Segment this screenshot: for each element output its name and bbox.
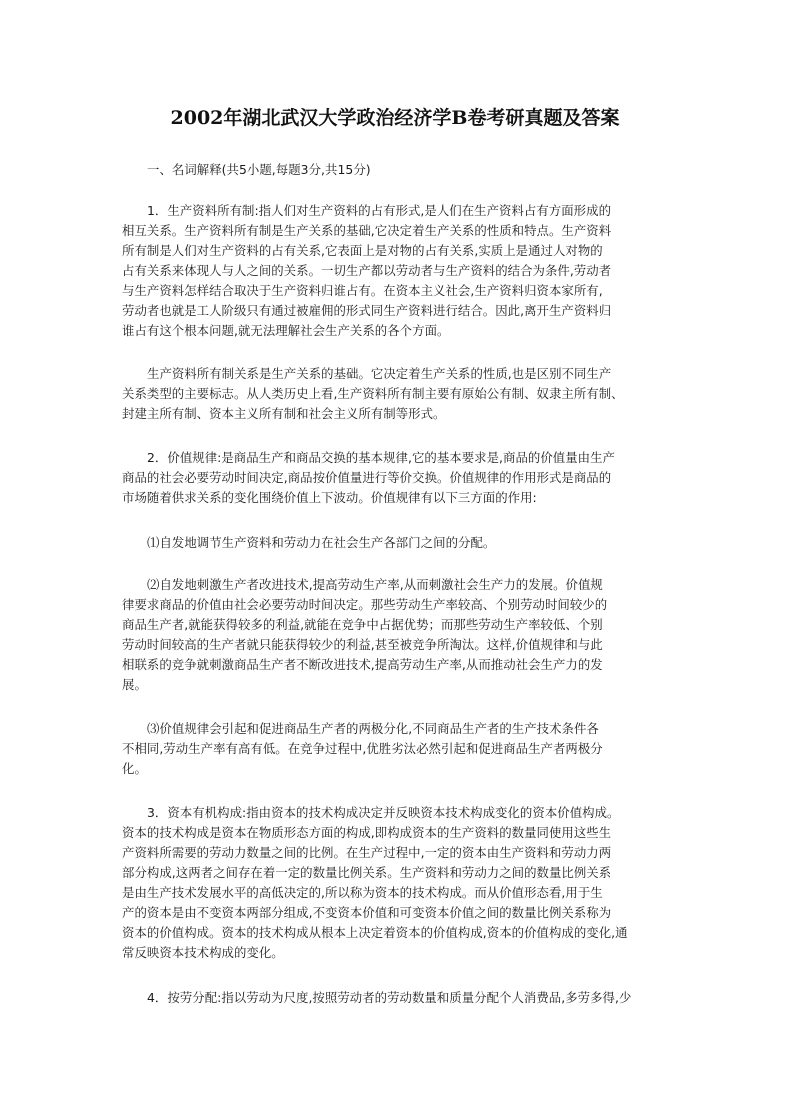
text-line: 相互关系。生产资料所有制是生产关系的基础,它决定着生产关系的性质和特点。生产资料 <box>122 223 612 238</box>
text-line: 是由生产技术发展水平的高低决定的,所以称为资本的技术构成。而从价值形态看,用于生 <box>122 885 603 900</box>
text-line: 相联系的竞争就刺激商品生产者不断改进技术,提高劳动生产率,从而推动社会生产力的发 <box>122 657 603 672</box>
text-line: 与生产资料怎样结合取决于生产资料归谁占有。在资本主义社会,生产资料归资本家所有, <box>122 283 603 298</box>
text-line: 常反映资本技术构成的变化。 <box>122 945 284 960</box>
text-line: 律要求商品的价值由社会必要劳动时间决定。那些劳动生产率较高、个别劳动时间较少的 <box>122 597 608 612</box>
text-line: 不相同,劳动生产率有高有低。在竞争过程中,优胜劣汰必然引起和促进商品生产者两极分 <box>122 741 603 756</box>
text-line: 商品生产者,就能获得较多的利益,就能在竞争中占据优势；而那些劳动生产率较低、个别 <box>122 617 603 632</box>
section-heading: 一、名词解释(共5小题,每题3分,共15分) <box>147 162 371 177</box>
text-line: 市场随着供求关系的变化围绕价值上下波动。价值规律有以下三方面的作用: <box>122 490 537 505</box>
text-line: 3．资本有机构成:指由资本的技术构成决定并反映资本技术构成变化的资本价值构成。 <box>147 805 620 820</box>
text-line: 谁占有这个根本问题,就无法理解社会生产关系的各个方面。 <box>122 323 450 338</box>
text-line: 资本的价值构成。资本的技术构成从根本上决定着资本的价值构成,资本的价值构成的变化,通 <box>122 925 628 940</box>
text-line: 产的资本是由不变资本两部分组成,不变资本价值和可变资本价值之间的数量比例关系称为 <box>122 905 612 920</box>
text-line: 展。 <box>122 677 147 692</box>
text-line: 2．价值规律:是商品生产和商品交换的基本规律,它的基本要求是,商品的价值量由生产 <box>147 450 615 465</box>
text-line: 封建主所有制、资本主义所有制和社会主义所有制等形式。 <box>122 406 446 421</box>
text-line: ⑶价值规律会引起和促进商品生产者的两极分化,不同商品生产者的生产技术条件各 <box>147 721 599 736</box>
text-line: 4．按劳分配:指以劳动为尺度,按照劳动者的劳动数量和质量分配个人消费品,多劳多得,少 <box>147 990 632 1005</box>
text-line: 商品的社会必要劳动时间决定,商品按价值量进行等价交换。价值规律的作用形式是商品的 <box>122 470 612 485</box>
text-line: 关系类型的主要标志。从人类历史上看,生产资料所有制主要有原始公有制、奴隶主所有制、 <box>122 386 624 401</box>
text-line: 部分构成,这两者之间存在着一定的数量比例关系。生产资料和劳动力之间的数量比例关系 <box>122 865 612 880</box>
text-line: 化。 <box>122 761 147 776</box>
text-line: 劳动者也就是工人阶级只有通过被雇佣的形式同生产资料进行结合。因此,离开生产资料归 <box>122 303 612 318</box>
text-line: ⑵自发地刺激生产者改进技术,提高劳动生产率,从而刺激社会生产力的发展。价值规 <box>147 577 603 592</box>
text-line: 1．生产资料所有制:指人们对生产资料的占有形式,是人们在生产资料占有方面形成的 <box>147 203 612 218</box>
text-line: 生产资料所有制关系是生产关系的基础。它决定着生产关系的性质,也是区别不同生产 <box>147 366 612 381</box>
text-line: 所有制是人们对生产资料的占有关系,它表面上是对物的占有关系,实质上是通过人对物的 <box>122 243 603 258</box>
text-line: 产资料所需要的劳动力数量之间的比例。在生产过程中,一定的资本由生产资料和劳动力两 <box>122 845 612 860</box>
text-line: 资本的技术构成是资本在物质形态方面的构成,即构成资本的生产资料的数量同使用这些生 <box>122 825 612 840</box>
text-line: 占有关系来体现人与人之间的关系。一切生产都以劳动者与生产资料的结合为条件,劳动者 <box>122 263 612 278</box>
document-title: 2002年湖北武汉大学政治经济学B卷考研真题及答案 <box>170 107 620 129</box>
text-line: 劳动时间较高的生产者就只能获得较少的利益,甚至被竞争所淘汰。这样,价值规律和与此 <box>122 637 603 652</box>
text-line: ⑴自发地调节生产资料和劳动力在社会生产各部门之间的分配。 <box>147 535 496 550</box>
